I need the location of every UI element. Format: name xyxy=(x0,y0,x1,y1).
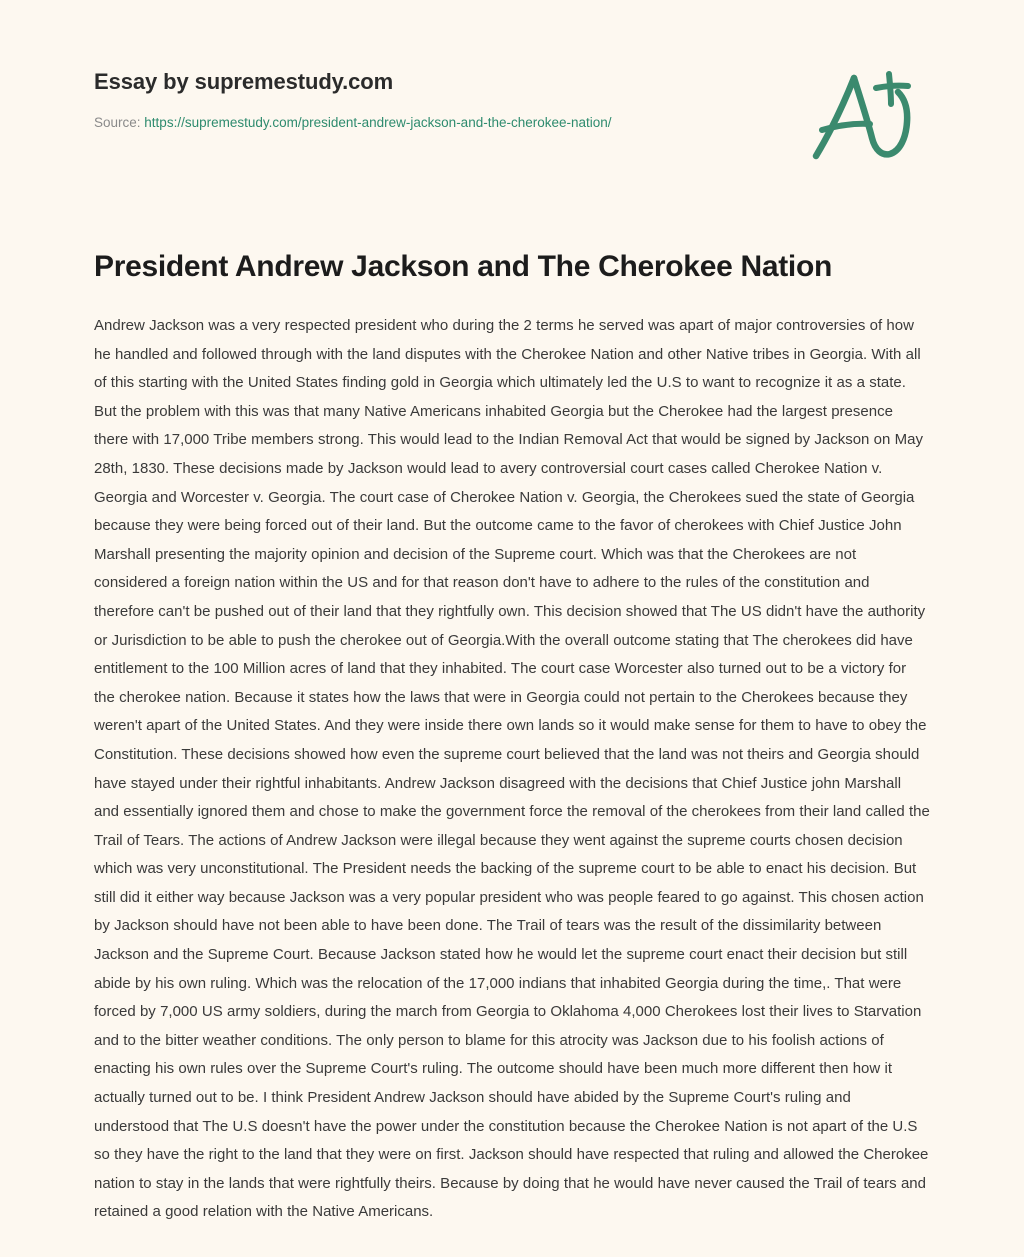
article-body xyxy=(0,312,1024,1257)
essay-byline: Essay by supremestudy.com xyxy=(94,69,394,94)
source-url-link[interactable]: https://supremestudy.com/president-andrew-jackson-and-the-cherokee-nation/ xyxy=(144,115,612,130)
article-paragraph: Andrew Jackson was a very respected president who during the 2 terms he served was apart of major controversies of how he handled and followed through with the land disputes with the Cherokee Nation and other Native tribes in Georgia. With all of this starting with the United States finding gold in Georgia which ultimately led the U.S to want to recognize it as a state. But the problem with this was that many Native Americans inhabited Georgia but the Cherokee had the largest presence there with 17,000 Tribe members strong. This would lead to the Indian Removal Act that would be signed by Jackson on May 28th, 1830. These decisions made by Jackson would lead to avery controversial court cases called Cherokee Nation v. Georgia and Worcester v. Georgia. The court case of Cherokee Nation v. Georgia, the Cherokees sued the state of Georgia because they were being forced out of their land. But the outcome came to the favor of cherokees with Chief Justice John Marshall presenting the majority opinion and decision of the Supreme court. Which was that the Cherokees are not considered a foreign nation within the US and for that reason don't have to adhere to the rules of the constitution and therefore can't be pushed out of their land that they rightfully own. This decision showed that The US didn't have the authority or Jurisdiction to be able to push the cherokee out of Georgia.With the overall outcome stating that The cherokees did have entitlement to the 100 Million acres of land that they inhabited. The court case Worcester also turned out to be a victory for the cherokee nation. Because it states how the laws that were in Georgia could not pertain to the Cherokees because they weren't apart of the United States. And they were inside there own lands so it would make sense for them to have to obey the Constitution. These decisions showed how even the supreme court believed that the land was not theirs and Georgia should have stayed under their rightful inhabitants. Andrew Jackson disagreed with the decisions that Chief Justice john Marshall and essentially ignored them and chose to make the government force the removal of the cherokees from their land called the Trail of Tears. The actions of Andrew Jackson were illegal because they went against the supreme courts chosen decision which was very unconstitutional. The President needs the backing of the supreme court to be able to enact his decision. But still did it either way because Jackson was a very popular president who was people feared to go against. This chosen action by Jackson should have not been able to have been done. The Trail of tears was the result of the dissimilarity between Jackson and the Supreme Court. Because Jackson stated how he would let the supreme court enact their decision but still abide by his own ruling. Which was the relocation of the 17,000 indians that inhabited Georgia during the time,. That were forced by 7,000 US army soldiers, during the march from Georgia to Oklahoma 4,000 Cherokees lost their lives to Starvation and to the bitter weather conditions. The only person to blame for this atrocity was Jackson due to his foolish actions of enacting his own rules over the Supreme Court's ruling. The outcome should have been much more different then how it actually turned out to be. I think President Andrew Jackson should have abided by the Supreme Court's ruling and understood that The U.S doesn't have the power under the constitution because the Cherokee Nation is not apart of the U.S so they have the right to the land that they were on first. Jackson should have respected that ruling and allowed the Cherokee nation to stay in the lands that were rightfully theirs. Because by doing that he would have never caused the Trail of tears and retained a good relation with the Native Americans. xyxy=(94,317,930,1221)
page-title: President Andrew Jackson and The Cherokee Nation xyxy=(94,250,833,283)
source-line xyxy=(94,114,612,132)
page-header xyxy=(0,0,1024,164)
source-label: Source: xyxy=(94,115,141,130)
aplus-logo-icon[interactable] xyxy=(806,64,924,164)
header-left xyxy=(94,68,612,132)
